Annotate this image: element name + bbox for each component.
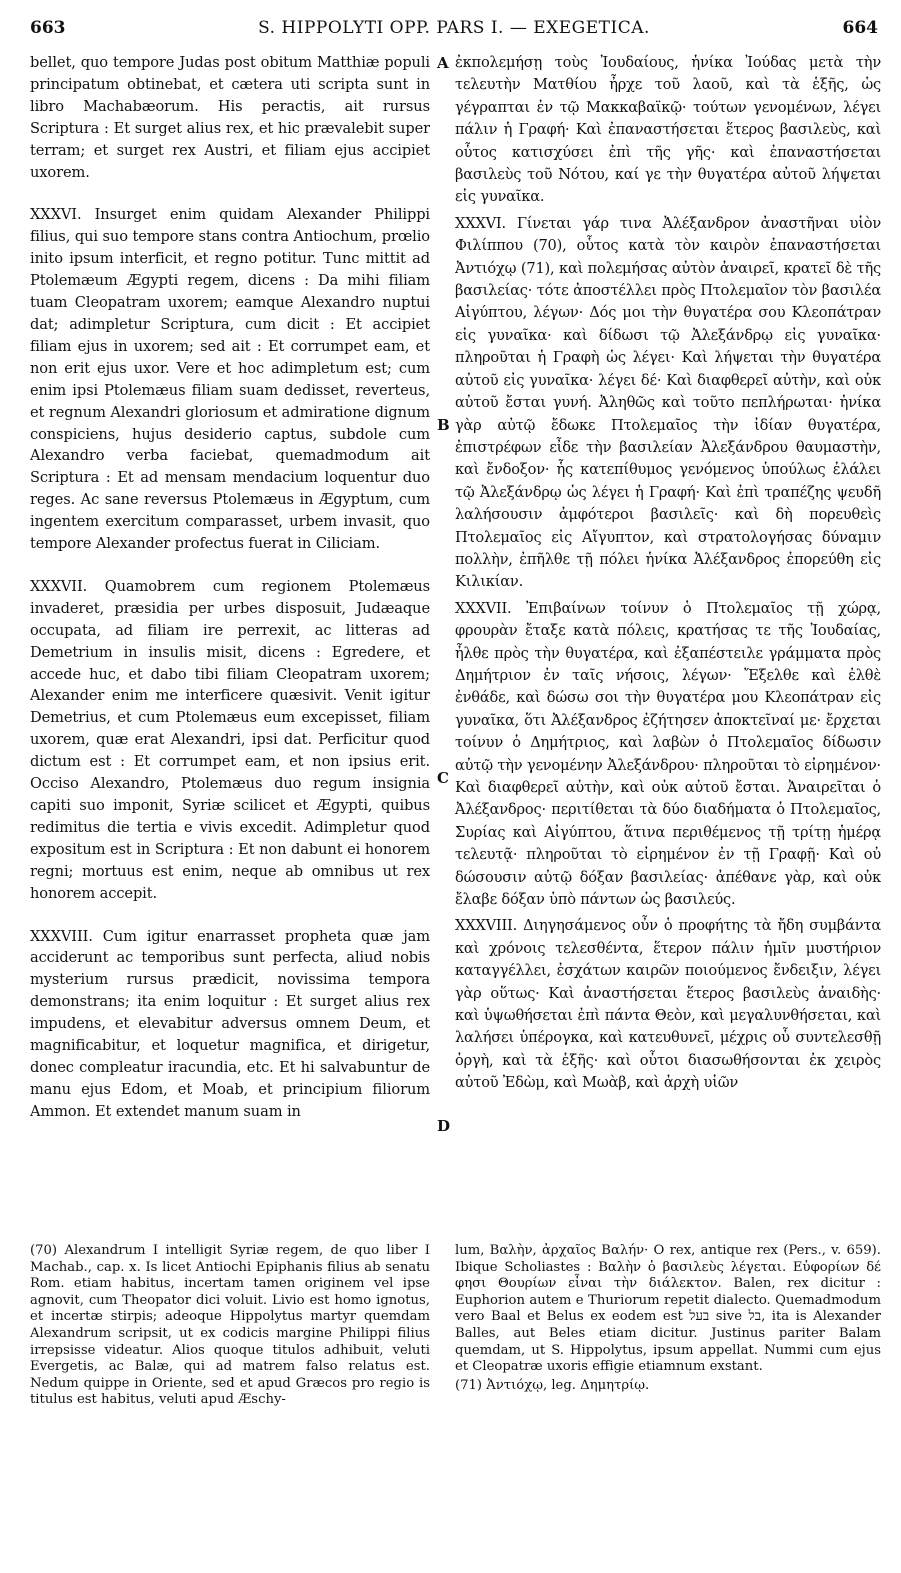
greek-paragraph: ἐκπολεμήσῃ τοὺς Ἰουδαίους, ἡνίκα Ἰούδας μετὰ τὴν τελευτὴν Ματθίου ἦρχε τοῦ λαοῦ, καὶ τὰ ἑξῆς, ὡς γέγραπται ἐν τῷ Μακκαβαϊκῷ· τούτων γενομένων, λέγει πάλιν ἡ Γραφή· Καὶ ἐπαναστήσεται ἕτερος βασιλεὺς, καὶ οὗτος κατισχύσει ἐπὶ τῆς γῆς· καὶ ἐπαναστήσεται βασιλεὺς τοῦ Νότου, καί γε τὴν θυγατέρα αὐτοῦ λήψεται εἰς γυναῖκα.	[455, 54, 881, 206]
page-number-right: 664	[842, 18, 878, 38]
margin-letter: C	[437, 769, 449, 787]
footnotes-right	[455, 1243, 881, 1543]
footnotes-left	[30, 1243, 430, 1543]
margin-letter: B	[437, 416, 450, 434]
footnote: (70) Alexandrum I intelligit Syriæ regem, de quo liber I Machab., cap. x. Is licet Antiochi Epiphanis filius ab senatu Rom. etiam habitus, incertam tamen originem vel ipse agnovit, cum Theopator dici voluit. Livio est homo ignotus, et incertæ stirpis; adeoque Hippolytus martyr quemdam Alexandrum scripsit, ut ex codicis margine Philippi filius irrepsisse videatur. Alios quoque titulos adhibuit, veluti Evergetis, ac Balæ, qui ad matrem falso relatus est. Nedum quippe in Oriente, sed et apud Græcos pro regio is titulus est habitus, veluti apud Æschy-	[30, 1243, 430, 1408]
running-header	[30, 14, 878, 40]
greek-paragraph: XXXVI. Γίνεται γάρ τινα Ἀλέξανδρον ἀναστῆναι υἱὸν Φιλίππου (70), οὗτος κατὰ τὸν καιρὸν ἐπαναστήσεται Ἀντιόχῳ (71), καὶ πολεμήσας αὐτὸν ἀναιρεῖ, κρατεῖ δὲ τῆς βασιλείας· τότε ἀποστέλλει πρὸς Πτολεμαῖον τὸν βασιλέα Αἰγύπτου, λέγων· Δός μοι τὴν θυγατέρα σου Κλεοπάτραν εἰς γυναῖκα· καὶ δίδωσι τῷ Ἀλεξάνδρῳ εἰς γυναῖκα· πληροῦται ἡ Γραφὴ ὡς λέγει· Καὶ λήψεται τὴν θυγατέρα αὐτοῦ εἰς γυναῖκα· λέγει δέ· Καὶ διαφθερεῖ αὐτὴν, καὶ οὐκ αὐτοῦ ἔσται γυνή. Ἀληθῶς καὶ τοῦτο πεπλήρωται· ἡνίκα γὰρ αὐτῷ ἔδωκε Πτολεμαῖος τὴν ἰδίαν θυγατέρα, ἐπιστρέφων εἶδε τὴν βασιλείαν Ἀλεξάνδρου θαυμαστὴν, καὶ ἔνδοξον· ἧς κατεπίθυμος γενόμενος ὑπούλως ἐλάλει τῷ Ἀλεξάνδρῳ ὡς λέγει ἡ Γραφή· Καὶ ἐπὶ τραπέζης ψευδῆ λαλήσουσιν ἀμφότεροι βασιλεῖς· καὶ δὴ πορευθεὶς Πτολεμαῖος εἰς Αἴγυπτον, καὶ στρατολογήσας δύναμιν πολλὴν, ἐπῆλθε τῇ πόλει ἡνίκα Ἀλέξανδρος ἐπορεύθη εἰς Κιλικίαν.	[455, 214, 881, 591]
page-number-left: 663	[30, 18, 66, 38]
greek-paragraph: XXXVII. Ἐπιβαίνων τοίνυν ὁ Πτολεμαῖος τῇ χώρᾳ, φρουρὰν ἔταξε κατὰ πόλεις, κρατήσας τε τῆς Ἰουδαίας, ἦλθε πρὸς τὴν θυγατέρα, καὶ ἐξαπέστειλε γράμματα πρὸς Δημήτριον ἐν ταῖς νήσοις, λέγων· Ἔξελθε καὶ ἐλθὲ ἐνθάδε, καὶ δώσω σοι τὴν θυγατέρα μου Κλεοπάτραν εἰς γυναῖκα, ὅτι Ἀλέξανδρος ἐζήτησεν ἀποκτεῖναί με· ἔρχεται τοίνυν ὁ Δημήτριος, καὶ λαβὼν ὁ Πτολεμαῖος δίδωσιν αὐτῷ τὴν γενομένην Ἀλεξάνδρου· πληροῦται τὸ εἰρημένον· Καὶ διαφθερεῖ αὐτὴν, καὶ οὐκ αὐτοῦ ἔσται. Ἀναιρεῖται ὁ Ἀλέξανδρος· περιτίθεται τὰ δύο διαδήματα ὁ Πτολεμαῖος, Συρίας καὶ Αἰγύπτου, ἅτινα περιθέμενος τῇ τρίτῃ ἡμέρᾳ τελευτᾷ· πληροῦται τὸ εἰρημένον ἐν τῇ Γραφῇ· Καὶ οὐ δώσουσιν αὐτῷ δόξαν βασιλείας· ἀπέθανε γὰρ, καὶ οὐκ ἔλαβε δόξαν ὑπὸ πάντων ὡς βασιλεύς.	[455, 599, 881, 909]
latin-paragraph: XXXVI. Insurget enim quidam Alexander Philippi filius, qui suo tempore stans contra Antiochum, prœlio inito ipsum interficit, et regno potitur. Tunc mittit ad Ptolemæum Ægypti regem, dicens : Da mihi filiam tuam Cleopatram uxorem; eamque Alexandro nuptui dat; adimpletur Scriptura, cum dicit : Et accipiet filiam ejus in uxorem; sed ait : Et corrumpet eam, et non erit ejus uxor. Vere et hoc adimpletum est; cum enim ipsi Ptolemæus filiam suam dedisset, reverteus, et regnum Alexandri gloriosum et admiratione dignum conspiciens, hujus desiderio captus, subdole cum Alexandro verba faciebat, quemadmodum ait Scriptura : Et ad mensam mendacium loquentur duo reges. Ac sane reversus Ptolemæus in Ægyptum, cum ingentem exercitum comparasset, urbem invasit, quo tempore Alexander profectus fuerat in Ciliciam.	[30, 206, 430, 553]
latin-paragraph: XXXVII. Quamobrem cum regionem Ptolemæus invaderet, præsidia per urbes disposuit, Judæaque occupata, ad filiam ire perrexit, ac litteras ad Demetrium in insulis misit, dicens : Egredere, et accede huc, et dabo tibi filiam Cleopatram uxorem; Alexander enim me interficere quæsivit. Venit igitur Demetrius, et cum Ptolemæus eum excepisset, filiam uxorem, quæ erat Alexandri, ipsi dat. Perficitur quod dictum est : Et corrumpet eam, et non ipsius erit. Occiso Alexandro, Ptolemæus duo regum insignia capiti suo imponit, Syriæ scilicet et Ægypti, quibus redimitus die tertia e vivis excedit. Adimpletur quod expositum est in Scriptura : Et non dabunt ei honorem regni; mortuus est enim, neque ab omnibus ut rex honorem accepit.	[30, 577, 430, 902]
footnote: lum, Βαλὴν, ἀρχαῖος Βαλήν· Ο rex, antique rex (Pers., v. 659). Ibique Scholiastes : Βαλὴν ὁ βασιλεὺς λέγεται. Εὐφορίων δέ φησι Θουρίων εἶναι τὴν διάλεκτον. Balen, rex dicitur : Euphorion autem e Thuriorum repetit dialecto. Quemadmodum vero Baal et Belus ex eodem est בעל sive בל, ita is Alexander Balles, aut Beles etiam dicitur. Justinus pariter Balam quemdam, ut S. Hippolytus, ipsum appellat. Nummi cum ejus et Cleopatræ uxoris effigie etiamnum exstant.	[455, 1243, 881, 1375]
latin-paragraph: bellet, quo tempore Judas post obitum Matthiæ populi principatum obtinebat, et cætera uti scripta sunt in libro Machabæorum. His peractis, ait rursus Scriptura : Et surget alius rex, et hic prævalebit super terram; et surget rex Austri, et filiam ejus accipiet uxorem.	[30, 54, 430, 181]
greek-paragraph: XXXVIII. Διηγησάμενος οὖν ὁ προφήτης τὰ ἤδη συμβάντα καὶ χρόνοις τελεσθέντα, ἕτερον πάλιν ἡμῖν μυστήριον καταγγέλλει, ἐσχάτων καιρῶν ποιούμενος ἔνδειξιν, λέγει γὰρ οὕτως· Καὶ ἀναστήσεται ἕτερος βασιλεὺς ἀναιδὴς· καὶ ὑψωθήσεται ἐπὶ πάντα Θεὸν, καὶ μεγαλυνθήσεται, καὶ λαλήσει ὑπέρογκα, καὶ κατευθυνεῖ, μέχρις οὗ συντελεσθῇ ὀργὴ, καὶ τὰ ἑξῆς· καὶ οὗτοι διασωθήσονται ἐκ χειρὸς αὐτοῦ Ἐδὼμ, καὶ Μωὰβ, καὶ ἀρχὴ υἱῶν	[455, 917, 881, 1092]
latin-column	[30, 52, 430, 1232]
footnote: (71) Ἀντιόχῳ, leg. Δημητρίῳ.	[455, 1377, 650, 1393]
margin-letter: D	[437, 1117, 451, 1135]
greek-column	[455, 52, 881, 1232]
margin-letter: A	[437, 54, 449, 72]
latin-paragraph: XXXVIII. Cum igitur enarrasset propheta quæ jam acciderunt ac temporibus sunt perfecta, aliud nobis mysterium rursus prædicit, novissima tempora demonstrans; ita enim loquitur : Et surget alius rex impudens, et elevabitur adversus omnem Deum, et magnificabitur, et loquetur magnifica, et dirigetur, donec compleatur iracundia, etc. Et hi salvabuntur de manu ejus Edom, et Moab, et principium filiorum Ammon. Et extendet manum suam in	[30, 927, 430, 1120]
running-title: S. HIPPOLYTI OPP. PARS I. — EXEGETICA.	[258, 18, 650, 38]
